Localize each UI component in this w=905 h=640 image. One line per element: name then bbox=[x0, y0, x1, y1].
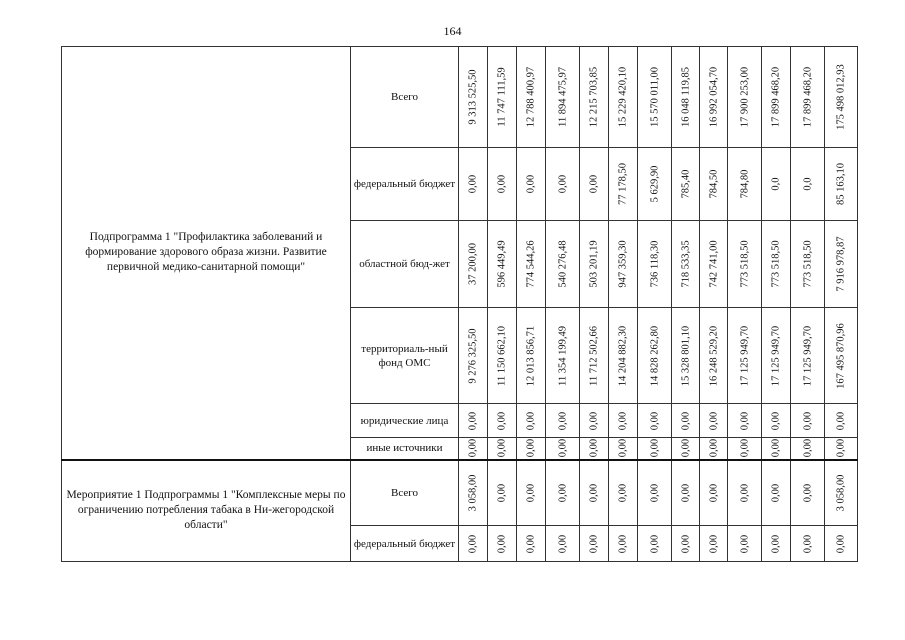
value-cell bbox=[762, 526, 791, 562]
funding-source-cell: территориаль-ный фонд ОМС bbox=[351, 308, 459, 404]
value-cell bbox=[580, 308, 609, 404]
value-cell bbox=[546, 221, 580, 308]
value-text: 0,00 bbox=[496, 534, 508, 553]
value-text: 0,00 bbox=[525, 411, 537, 430]
funding-source-cell: юридические лица bbox=[351, 404, 459, 438]
value-text: 0,00 bbox=[708, 439, 719, 458]
value-cell bbox=[580, 221, 609, 308]
value-cell bbox=[517, 438, 546, 460]
value-text: 0,00 bbox=[739, 483, 750, 502]
value-text: 784,50 bbox=[708, 169, 719, 199]
value-text: 947 359,30 bbox=[617, 240, 629, 288]
value-text: 37 200,00 bbox=[467, 243, 479, 285]
value-text: 773 518,50 bbox=[802, 240, 813, 288]
value-cell bbox=[517, 148, 546, 221]
value-text: 77 178,50 bbox=[617, 163, 629, 205]
value-text: 785,40 bbox=[680, 169, 691, 199]
value-cell bbox=[791, 460, 825, 526]
table-body bbox=[62, 47, 858, 562]
value-text: 0,00 bbox=[525, 174, 537, 194]
value-cell bbox=[791, 148, 825, 221]
value-text: 742 741,00 bbox=[708, 240, 719, 288]
value-text: 0,00 bbox=[649, 439, 660, 458]
value-cell bbox=[546, 308, 580, 404]
value-text: 12 013 856,71 bbox=[525, 325, 537, 386]
value-cell bbox=[791, 438, 825, 460]
value-text: 14 828 262,80 bbox=[649, 325, 660, 386]
funding-source-cell: федеральный бюджет bbox=[351, 148, 459, 221]
value-cell bbox=[728, 404, 762, 438]
value-text: 0,00 bbox=[802, 483, 813, 502]
value-text: 0,00 bbox=[649, 411, 660, 430]
value-text: 596 449,49 bbox=[496, 240, 508, 288]
value-text: 0,00 bbox=[496, 439, 508, 458]
value-cell bbox=[700, 47, 728, 148]
value-cell bbox=[672, 221, 700, 308]
value-cell bbox=[672, 526, 700, 562]
value-cell bbox=[700, 460, 728, 526]
value-cell bbox=[638, 221, 672, 308]
value-text: 17 900 253,00 bbox=[739, 66, 750, 128]
value-text: 0,00 bbox=[802, 411, 813, 430]
value-cell bbox=[791, 526, 825, 562]
value-text: 0,00 bbox=[496, 483, 508, 502]
value-text: 11 354 199,49 bbox=[557, 325, 568, 386]
page-number: 164 bbox=[443, 24, 462, 38]
value-cell bbox=[459, 308, 488, 404]
value-text: 11 150 662,10 bbox=[496, 325, 508, 386]
value-cell bbox=[638, 148, 672, 221]
value-text: 12 788 400,97 bbox=[525, 66, 537, 128]
value-text: 0,00 bbox=[708, 534, 719, 553]
value-cell bbox=[700, 438, 728, 460]
value-cell bbox=[517, 47, 546, 148]
value-cell bbox=[459, 526, 488, 562]
value-text: 0,00 bbox=[802, 534, 813, 553]
value-cell bbox=[728, 460, 762, 526]
value-cell bbox=[580, 404, 609, 438]
value-cell bbox=[825, 221, 858, 308]
value-cell bbox=[459, 221, 488, 308]
value-text: 0,00 bbox=[835, 439, 847, 458]
value-cell bbox=[791, 221, 825, 308]
value-cell bbox=[728, 47, 762, 148]
value-cell bbox=[638, 438, 672, 460]
value-cell bbox=[762, 308, 791, 404]
value-cell bbox=[638, 460, 672, 526]
value-text: 3 058,00 bbox=[835, 474, 847, 512]
value-text: 85 163,10 bbox=[835, 163, 847, 205]
value-cell bbox=[517, 526, 546, 562]
value-cell bbox=[609, 221, 638, 308]
value-text: 0,00 bbox=[739, 534, 750, 553]
value-text: 0,0 bbox=[770, 177, 782, 191]
value-cell bbox=[609, 148, 638, 221]
value-text: 17 125 949,70 bbox=[802, 325, 813, 386]
value-text: 0,00 bbox=[680, 534, 691, 553]
value-text: 16 048 119,85 bbox=[680, 67, 691, 127]
value-text: 0,0 bbox=[802, 177, 813, 191]
value-cell bbox=[488, 526, 517, 562]
value-cell bbox=[488, 148, 517, 221]
value-text: 0,00 bbox=[770, 534, 782, 553]
value-text: 0,00 bbox=[680, 439, 691, 458]
value-cell bbox=[672, 148, 700, 221]
value-cell bbox=[791, 47, 825, 148]
value-cell bbox=[825, 438, 858, 460]
value-cell bbox=[546, 526, 580, 562]
value-cell bbox=[728, 308, 762, 404]
value-cell bbox=[672, 438, 700, 460]
value-text: 0,00 bbox=[588, 483, 600, 502]
value-cell bbox=[459, 148, 488, 221]
value-text: 17 125 949,70 bbox=[770, 325, 782, 386]
value-cell bbox=[825, 47, 858, 148]
funding-source-cell: иные источники bbox=[351, 438, 459, 460]
value-text: 0,00 bbox=[467, 534, 479, 553]
value-text: 9 276 325,50 bbox=[467, 327, 479, 384]
value-cell bbox=[517, 460, 546, 526]
value-cell bbox=[517, 221, 546, 308]
value-text: 736 118,30 bbox=[649, 240, 660, 288]
value-text: 0,00 bbox=[770, 411, 782, 430]
value-text: 718 533,35 bbox=[680, 240, 691, 288]
value-text: 17 125 949,70 bbox=[739, 325, 750, 386]
value-text: 540 276,48 bbox=[557, 240, 568, 288]
value-text: 15 229 420,10 bbox=[617, 66, 629, 128]
value-text: 11 747 111,59 bbox=[496, 67, 508, 127]
value-text: 0,00 bbox=[739, 411, 750, 430]
value-text: 0,00 bbox=[680, 483, 691, 502]
funding-source-cell: областной бюд-жет bbox=[351, 221, 459, 308]
table-row bbox=[62, 460, 858, 526]
value-text: 0,00 bbox=[617, 439, 629, 458]
value-text: 0,00 bbox=[496, 411, 508, 430]
value-cell bbox=[762, 148, 791, 221]
value-cell bbox=[609, 47, 638, 148]
value-cell bbox=[672, 47, 700, 148]
value-cell bbox=[517, 404, 546, 438]
value-text: 0,00 bbox=[708, 483, 719, 502]
value-text: 16 992 054,70 bbox=[708, 66, 719, 128]
value-cell bbox=[609, 404, 638, 438]
value-text: 774 544,26 bbox=[525, 240, 537, 288]
value-cell bbox=[609, 526, 638, 562]
value-cell bbox=[638, 404, 672, 438]
value-cell bbox=[488, 308, 517, 404]
value-cell bbox=[459, 404, 488, 438]
value-cell bbox=[488, 438, 517, 460]
value-text: 15 328 801,10 bbox=[680, 325, 691, 386]
value-text: 12 215 703,85 bbox=[588, 66, 600, 128]
value-cell bbox=[762, 460, 791, 526]
value-cell bbox=[546, 47, 580, 148]
budget-table bbox=[61, 46, 858, 562]
value-cell bbox=[700, 221, 728, 308]
value-text: 0,00 bbox=[770, 483, 782, 502]
value-cell bbox=[700, 526, 728, 562]
value-text: 11 712 502,66 bbox=[588, 325, 600, 386]
value-cell bbox=[762, 221, 791, 308]
value-cell bbox=[609, 438, 638, 460]
value-text: 17 899 468,20 bbox=[802, 66, 813, 128]
value-text: 0,00 bbox=[739, 439, 750, 458]
value-cell bbox=[825, 308, 858, 404]
value-cell bbox=[791, 404, 825, 438]
value-text: 3 058,00 bbox=[467, 474, 479, 512]
value-text: 503 201,19 bbox=[588, 240, 600, 288]
value-text: 0,00 bbox=[680, 411, 691, 430]
value-text: 0,00 bbox=[525, 534, 537, 553]
value-text: 0,00 bbox=[588, 534, 600, 553]
value-cell bbox=[638, 47, 672, 148]
value-text: 9 313 525,50 bbox=[467, 69, 479, 125]
value-cell bbox=[672, 308, 700, 404]
value-cell bbox=[546, 404, 580, 438]
value-cell bbox=[700, 404, 728, 438]
funding-source-cell: федеральный бюджет bbox=[351, 526, 459, 562]
value-text: 7 916 978,87 bbox=[835, 236, 847, 292]
value-cell bbox=[459, 438, 488, 460]
value-text: 0,00 bbox=[467, 439, 479, 458]
value-text: 0,00 bbox=[649, 483, 660, 502]
value-cell bbox=[459, 460, 488, 526]
value-cell bbox=[459, 47, 488, 148]
value-cell bbox=[580, 526, 609, 562]
value-text: 0,00 bbox=[557, 439, 568, 458]
value-text: 0,00 bbox=[617, 483, 629, 502]
value-text: 0,00 bbox=[649, 534, 660, 553]
value-text: 0,00 bbox=[525, 483, 537, 502]
value-cell bbox=[488, 460, 517, 526]
value-cell bbox=[488, 47, 517, 148]
value-cell bbox=[825, 148, 858, 221]
value-text: 0,00 bbox=[588, 439, 600, 458]
value-text: 0,00 bbox=[588, 174, 600, 194]
value-text: 0,00 bbox=[835, 534, 847, 553]
value-cell bbox=[825, 526, 858, 562]
value-cell bbox=[825, 404, 858, 438]
value-text: 0,00 bbox=[496, 174, 508, 194]
value-text: 0,00 bbox=[467, 411, 479, 430]
value-cell bbox=[672, 404, 700, 438]
value-text: 175 498 012,93 bbox=[835, 64, 847, 130]
funding-source-cell: Всего bbox=[351, 47, 459, 148]
value-text: 0,00 bbox=[708, 411, 719, 430]
value-cell bbox=[728, 438, 762, 460]
value-text: 0,00 bbox=[467, 174, 479, 194]
value-cell bbox=[638, 308, 672, 404]
value-cell bbox=[609, 308, 638, 404]
value-text: 0,00 bbox=[617, 534, 629, 553]
value-text: 0,00 bbox=[557, 411, 568, 430]
value-cell bbox=[580, 438, 609, 460]
value-cell bbox=[762, 438, 791, 460]
value-text: 17 899 468,20 bbox=[770, 66, 782, 128]
value-text: 15 570 011,00 bbox=[649, 67, 660, 127]
value-cell bbox=[546, 460, 580, 526]
value-cell bbox=[609, 460, 638, 526]
value-text: 5 629,90 bbox=[649, 165, 660, 203]
value-text: 0,00 bbox=[557, 483, 568, 502]
value-cell bbox=[825, 460, 858, 526]
value-cell bbox=[762, 404, 791, 438]
value-text: 167 495 870,96 bbox=[835, 322, 847, 389]
value-cell bbox=[546, 438, 580, 460]
value-cell bbox=[728, 221, 762, 308]
value-cell bbox=[517, 308, 546, 404]
value-cell bbox=[672, 460, 700, 526]
value-cell bbox=[488, 404, 517, 438]
value-cell bbox=[580, 47, 609, 148]
value-cell bbox=[488, 221, 517, 308]
table-row bbox=[62, 47, 858, 148]
value-text: 11 894 475,97 bbox=[557, 67, 568, 127]
value-text: 0,00 bbox=[588, 411, 600, 430]
value-text: 0,00 bbox=[617, 411, 629, 430]
value-text: 0,00 bbox=[802, 439, 813, 458]
value-text: 773 518,50 bbox=[770, 240, 782, 288]
value-text: 773 518,50 bbox=[739, 240, 750, 288]
value-text: 0,00 bbox=[557, 174, 568, 194]
value-cell bbox=[638, 526, 672, 562]
program-name-cell: Мероприятие 1 Подпрограммы 1 "Комплексные меры по ограничению потребления табака в Ни-жегородской области" bbox=[62, 460, 351, 562]
value-text: 0,00 bbox=[557, 534, 568, 553]
value-cell bbox=[580, 148, 609, 221]
value-cell bbox=[762, 47, 791, 148]
value-text: 784,80 bbox=[739, 169, 750, 199]
program-name-cell: Подпрограмма 1 "Профилактика заболеваний и формирование здорового образа жизни. Развитие первичной медико-санитарной помощи" bbox=[62, 47, 351, 460]
value-text: 14 204 882,30 bbox=[617, 325, 629, 386]
value-text: 0,00 bbox=[835, 411, 847, 430]
value-text: 0,00 bbox=[770, 439, 782, 458]
value-cell bbox=[728, 148, 762, 221]
value-cell bbox=[700, 148, 728, 221]
value-text: 16 248 529,20 bbox=[708, 325, 719, 386]
value-cell bbox=[580, 460, 609, 526]
funding-source-cell: Всего bbox=[351, 460, 459, 526]
value-text: 0,00 bbox=[525, 439, 537, 458]
value-cell bbox=[546, 148, 580, 221]
value-cell bbox=[700, 308, 728, 404]
value-cell bbox=[728, 526, 762, 562]
value-cell bbox=[791, 308, 825, 404]
